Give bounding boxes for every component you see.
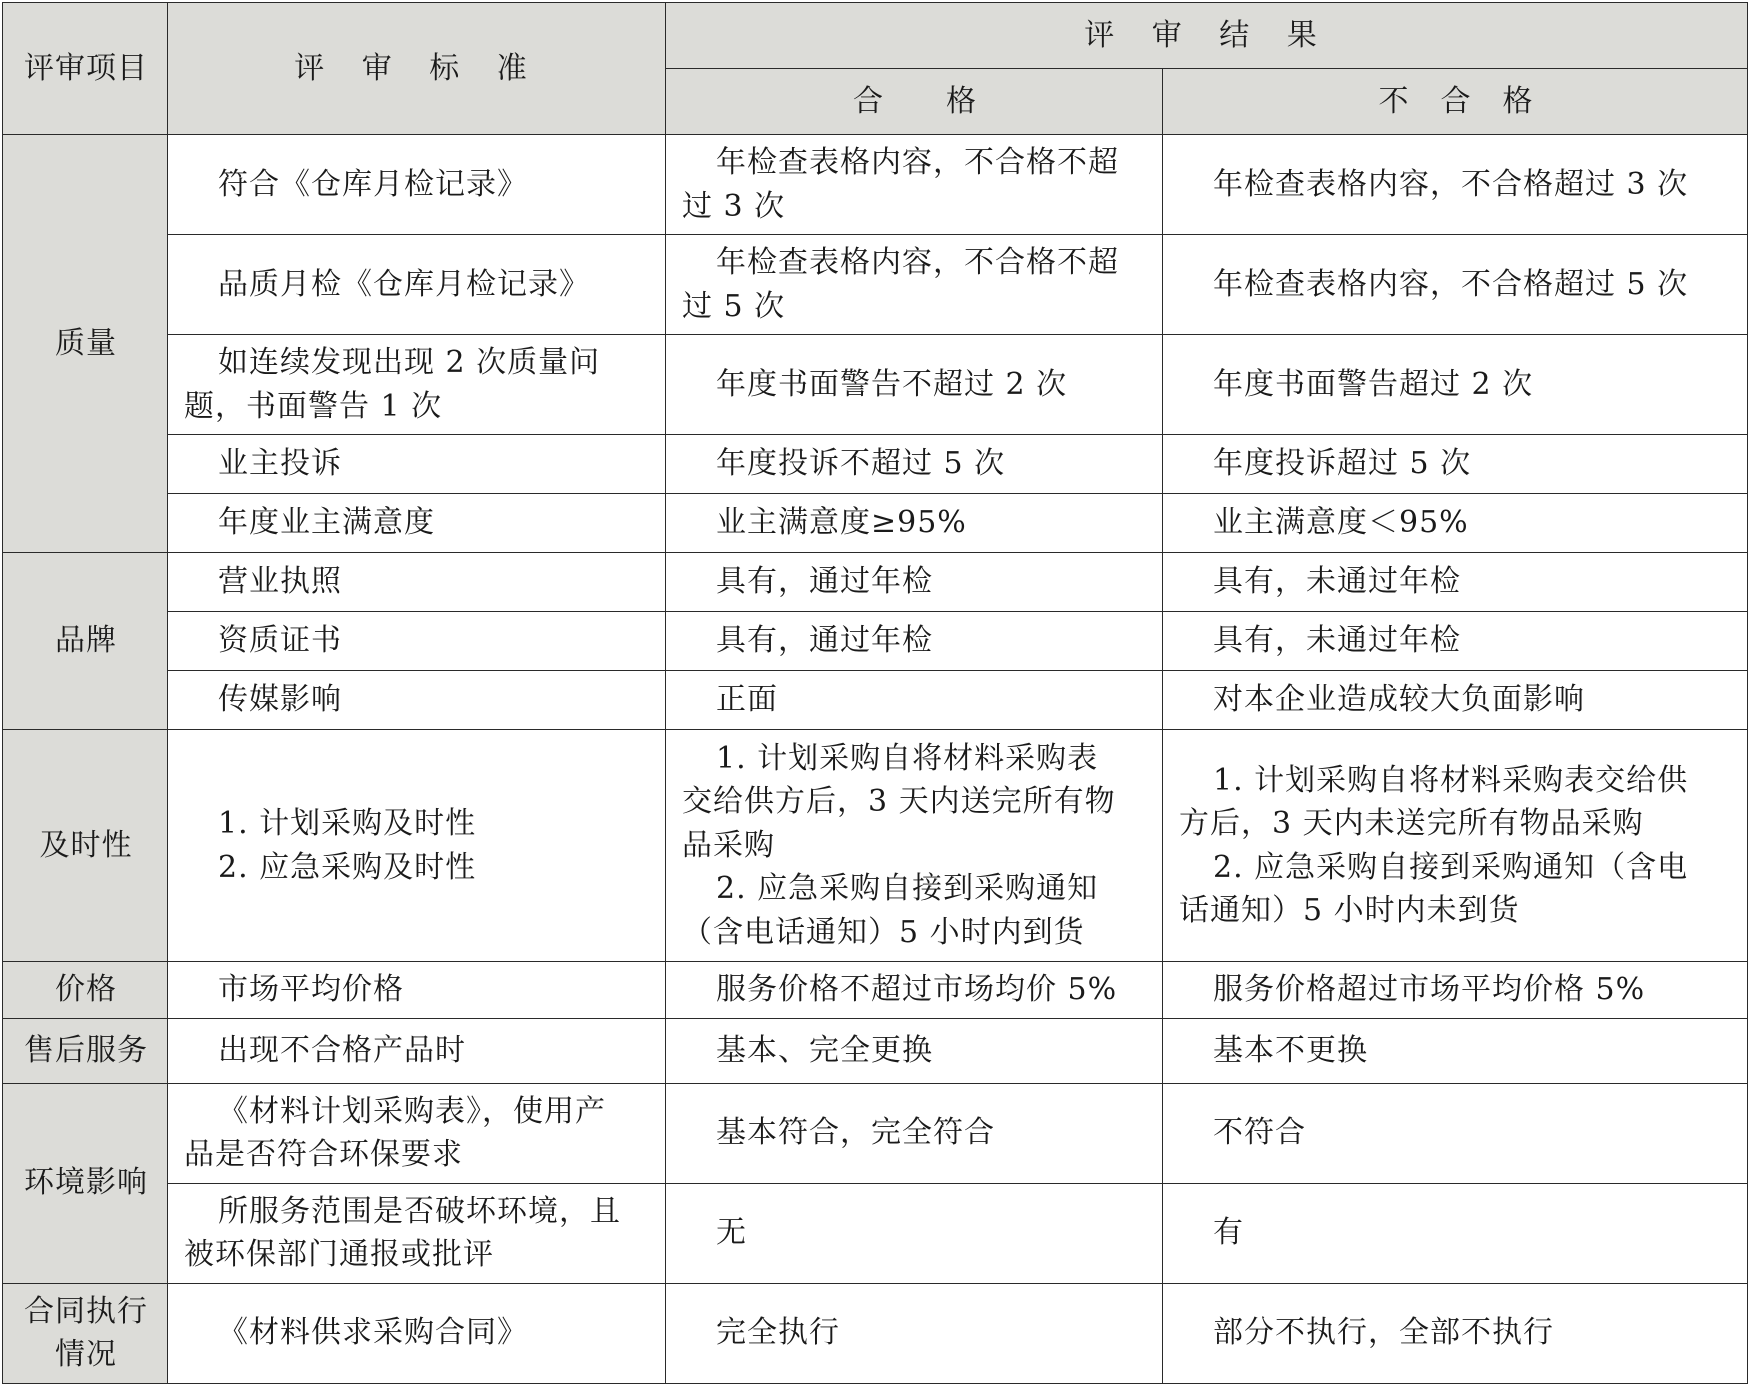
cell-text-line: 营业执照 [218, 564, 342, 600]
cell-text-line: 年度书面警告不超过 2 次 [716, 366, 1068, 402]
criterion-cell [168, 1283, 666, 1383]
pass-cell [666, 435, 1163, 494]
cell-text-line: 服务价格超过市场平均价格 5% [1213, 972, 1646, 1007]
cell-text-line: 品采购 [682, 827, 775, 863]
fail-cell [1163, 553, 1748, 612]
cell-text-line: 题，书面警告 1 次 [184, 388, 443, 424]
table-row [3, 962, 1748, 1019]
cell-text-line: 出现不合格产品时 [218, 1032, 466, 1068]
fail-cell [1163, 671, 1748, 730]
fail-cell [1163, 730, 1748, 962]
fail-cell [1163, 1018, 1748, 1083]
pass-cell [666, 962, 1163, 1019]
pass-cell [666, 1183, 1163, 1283]
header-item: 评审项目 [3, 3, 168, 135]
criterion-cell [168, 435, 666, 494]
cell-text-line: 年检查表格内容，不合格超过 3 次 [1213, 166, 1689, 202]
review-item-cell [3, 135, 168, 553]
criterion-cell [168, 235, 666, 335]
cell-text-line: 年度书面警告超过 2 次 [1213, 366, 1534, 402]
table-row [3, 494, 1748, 553]
cell-text-line: 2. 应急采购自接到采购通知（含电 [1213, 849, 1689, 885]
cell-text-line: 对本企业造成较大负面影响 [1213, 682, 1585, 718]
cell-text-line: 无 [716, 1215, 747, 1251]
cell-text-line: 资质证书 [218, 623, 342, 659]
cell-text-line: 基本不更换 [1213, 1032, 1368, 1068]
header-row-top [3, 3, 1748, 69]
criterion-cell [168, 730, 666, 962]
fail-cell [1163, 135, 1748, 235]
review-item-cell [3, 553, 168, 730]
cell-text-line: 业主满意度≥95% [716, 505, 967, 541]
fail-cell [1163, 1283, 1748, 1383]
cell-text-line: （含电话通知）5 小时内到货 [682, 914, 1085, 950]
review-item-cell [3, 730, 168, 962]
cell-text-line: 品质月检《仓库月检记录》 [218, 266, 590, 302]
cell-text-line: 交给供方后，3 天内送完所有物 [682, 784, 1116, 820]
review-item-cell [3, 1083, 168, 1283]
review-item-label: 售后服务 [24, 1032, 148, 1068]
cell-text-line: 符合《仓库月检记录》 [218, 166, 528, 202]
fail-cell [1163, 612, 1748, 671]
cell-text-line: 被环保部门通报或批评 [184, 1237, 494, 1272]
pass-cell [666, 135, 1163, 235]
criterion-cell [168, 553, 666, 612]
cell-text-line: 年度投诉不超过 5 次 [716, 446, 1006, 482]
cell-text-line: 1. 计划采购自将材料采购表交给供 [1213, 762, 1689, 798]
table-body [3, 3, 1748, 1384]
header-pass: 合 格 [666, 69, 1163, 135]
table-row [3, 235, 1748, 335]
review-item-label: 环境影响 [24, 1165, 148, 1201]
fail-cell [1163, 1083, 1748, 1183]
criterion-cell [168, 671, 666, 730]
pass-cell [666, 1083, 1163, 1183]
table-row [3, 612, 1748, 671]
review-item-label: 价格 [55, 972, 117, 1007]
review-item-cell [3, 1018, 168, 1083]
cell-text-line: 如连续发现出现 2 次质量问 [218, 345, 601, 380]
table-row [3, 435, 1748, 494]
cell-text-line: 品是否符合环保要求 [184, 1137, 463, 1172]
table-row [3, 335, 1748, 435]
cell-text-line: 基本、完全更换 [716, 1032, 933, 1068]
cell-text-line: 2. 应急采购及时性 [218, 849, 477, 885]
pass-cell [666, 730, 1163, 962]
review-item-label: 质量 [55, 325, 117, 361]
cell-text-line: 服务价格不超过市场均价 5% [716, 972, 1118, 1007]
cell-text-line: 年检查表格内容，不合格超过 5 次 [1213, 266, 1689, 302]
cell-text-line: 不符合 [1213, 1115, 1306, 1151]
pass-cell [666, 553, 1163, 612]
cell-text-line: 方后，3 天内未送完所有物品采购 [1179, 806, 1644, 841]
criterion-cell [168, 1083, 666, 1183]
table-row [3, 671, 1748, 730]
criterion-cell [168, 612, 666, 671]
cell-text-line: 《材料供求采购合同》 [218, 1315, 528, 1351]
cell-text-line: 话通知）5 小时内未到货 [1179, 893, 1520, 928]
cell-text-line: 传媒影响 [218, 682, 342, 718]
cell-text-line: 过 3 次 [682, 188, 786, 224]
criterion-cell [168, 962, 666, 1019]
table-row [3, 1083, 1748, 1183]
cell-text-line: 所服务范围是否破坏环境，且 [218, 1193, 621, 1229]
table-row [3, 1183, 1748, 1283]
fail-cell [1163, 962, 1748, 1019]
criterion-cell [168, 335, 666, 435]
review-item-cell [3, 1283, 168, 1383]
criterion-cell [168, 1018, 666, 1083]
table-row [3, 135, 1748, 235]
fail-cell [1163, 1183, 1748, 1283]
review-item-label-line: 情况 [55, 1337, 117, 1372]
review-item-label-line: 合同执行 [24, 1293, 148, 1329]
cell-text-line: 有 [1213, 1215, 1244, 1251]
review-item-label: 及时性 [39, 827, 133, 863]
cell-text-line: 1. 计划采购自将材料采购表 [716, 740, 1099, 776]
cell-text-line: 部分不执行，全部不执行 [1213, 1315, 1554, 1351]
cell-text-line: 业主满意度＜95% [1213, 505, 1469, 541]
pass-cell [666, 1283, 1163, 1383]
fail-cell [1163, 335, 1748, 435]
fail-cell [1163, 435, 1748, 494]
cell-text-line: 过 5 次 [682, 288, 786, 324]
table-row [3, 553, 1748, 612]
cell-text-line: 完全执行 [716, 1315, 840, 1351]
cell-text-line: 年检查表格内容，不合格不超 [716, 245, 1119, 280]
pass-cell [666, 612, 1163, 671]
criterion-cell [168, 135, 666, 235]
cell-text-line: 1. 计划采购及时性 [218, 806, 477, 841]
pass-cell [666, 335, 1163, 435]
table-row [3, 730, 1748, 962]
cell-text-line: 具有，未通过年检 [1213, 623, 1461, 659]
cell-text-line: 《材料计划采购表》，使用产 [218, 1093, 606, 1129]
review-item-cell [3, 962, 168, 1019]
supplier-review-table [2, 2, 1748, 1384]
cell-text-line: 正面 [716, 682, 778, 718]
review-item-label: 品牌 [55, 623, 117, 659]
cell-text-line: 年度业主满意度 [218, 505, 435, 541]
cell-text-line: 具有，通过年检 [716, 623, 933, 659]
cell-text-line: 业主投诉 [218, 446, 342, 482]
criterion-cell [168, 1183, 666, 1283]
criterion-cell [168, 494, 666, 553]
cell-text-line: 年度投诉超过 5 次 [1213, 446, 1472, 482]
fail-cell [1163, 235, 1748, 335]
table-row [3, 1018, 1748, 1083]
pass-cell [666, 494, 1163, 553]
cell-text-line: 具有，未通过年检 [1213, 564, 1461, 600]
cell-text-line: 具有，通过年检 [716, 564, 933, 600]
pass-cell [666, 1018, 1163, 1083]
cell-text-line: 市场平均价格 [218, 972, 404, 1007]
header-fail: 不 合 格 [1163, 69, 1748, 135]
header-standard: 评 审 标 准 [168, 3, 666, 135]
pass-cell [666, 235, 1163, 335]
table-row [3, 1283, 1748, 1383]
header-result: 评 审 结 果 [666, 3, 1748, 69]
cell-text-line: 年检查表格内容，不合格不超 [716, 145, 1119, 180]
cell-text-line: 基本符合，完全符合 [716, 1115, 995, 1151]
pass-cell [666, 671, 1163, 730]
fail-cell [1163, 494, 1748, 553]
cell-text-line: 2. 应急采购自接到采购通知 [716, 871, 1099, 907]
